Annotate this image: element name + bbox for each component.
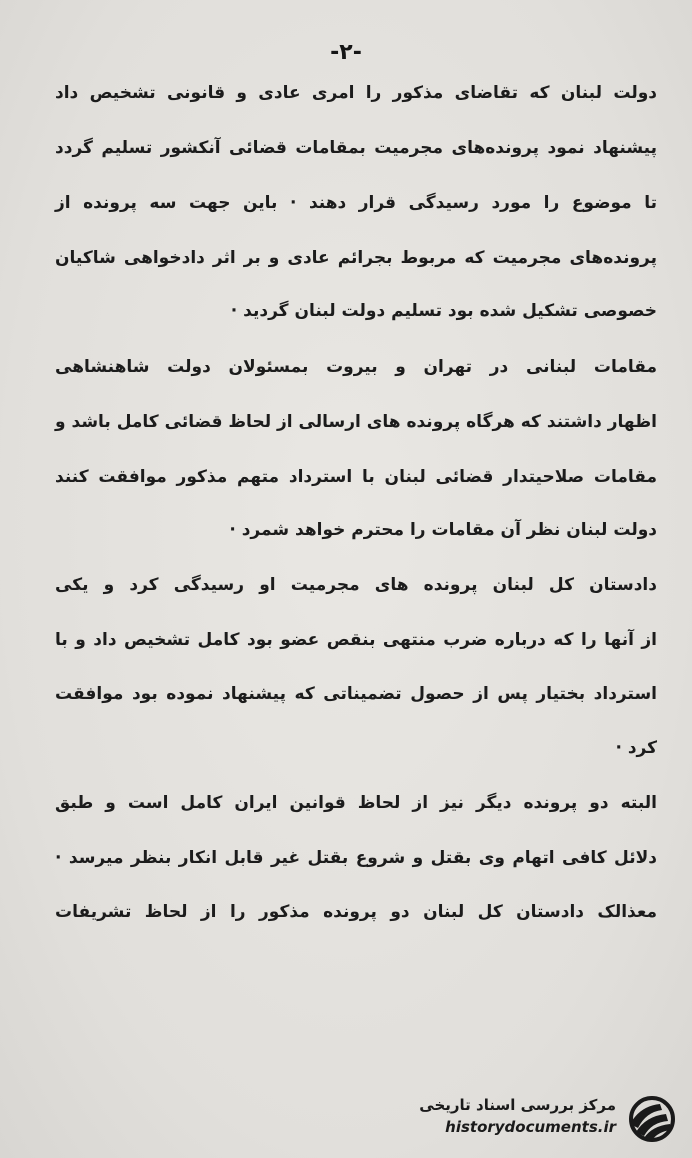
text-line: خصوصی تشکیل شده بود تسلیم دولت لبنان گردید · bbox=[230, 301, 657, 321]
text-line: اظهار داشتند که هرگاه پرونده های ارسالی از لحاظ قضائی کامل باشد و bbox=[55, 412, 657, 432]
text-line: از آنها را که درباره ضرب منتهی بنقص عضو بود کامل تشخیص داد و با bbox=[55, 630, 657, 650]
text-line: دولت لبنان نظر آن مقامات را محترم خواهد شمرد · bbox=[229, 520, 657, 540]
text-line: دلائل کافی اتهام وی بقتل و شروع بقتل غیر قابل انکار بنظر میرسد · bbox=[55, 848, 657, 868]
text-line: دولت لبنان که تقاضای مذکور را امری عادی و قانونی تشخیص داد bbox=[55, 83, 657, 103]
book-circle-logo-icon bbox=[622, 1094, 678, 1144]
text-line: معذالک دادستان کل لبنان دو پرونده مذکور را از لحاظ تشریفات bbox=[55, 902, 657, 922]
watermark-url: historydocuments.ir bbox=[445, 1118, 616, 1136]
text-line: پرونده‌های مجرمیت که مربوط بجرائم عادی و بر اثر دادخواهی شاکیان bbox=[55, 248, 657, 268]
text-line: البته دو پرونده دیگر نیز از لحاظ قوانین ایران کامل است و طبق bbox=[55, 793, 657, 813]
text-line: تا موضوع را مورد رسیدگی قرار دهند · باین جهت سه پرونده از bbox=[55, 193, 657, 213]
text-line: پیشنهاد نمود پرونده‌های مجرمیت بمقامات قضائی آنکشور تسلیم گردد bbox=[55, 138, 657, 158]
watermark bbox=[398, 1094, 678, 1144]
text-line: استرداد بختیار پس از حصول تضمیناتی که پیشنهاد نموده بود موافقت bbox=[55, 684, 657, 704]
watermark-title: مرکز بررسی اسناد تاریخی bbox=[419, 1096, 616, 1114]
text-line: کرد · bbox=[615, 738, 657, 758]
page-number: -۲- bbox=[330, 40, 362, 65]
text-line: مقامات لبنانی در تهران و بیروت بمسئولان دولت شاهنشاهی bbox=[55, 357, 657, 377]
text-line: دادستان کل لبنان پرونده های مجرمیت او رسیدگی کرد و یکی bbox=[55, 575, 657, 595]
text-line: مقامات صلاحیتدار قضائی لبنان با استرداد متهم مذکور موافقت کنند bbox=[55, 467, 657, 487]
